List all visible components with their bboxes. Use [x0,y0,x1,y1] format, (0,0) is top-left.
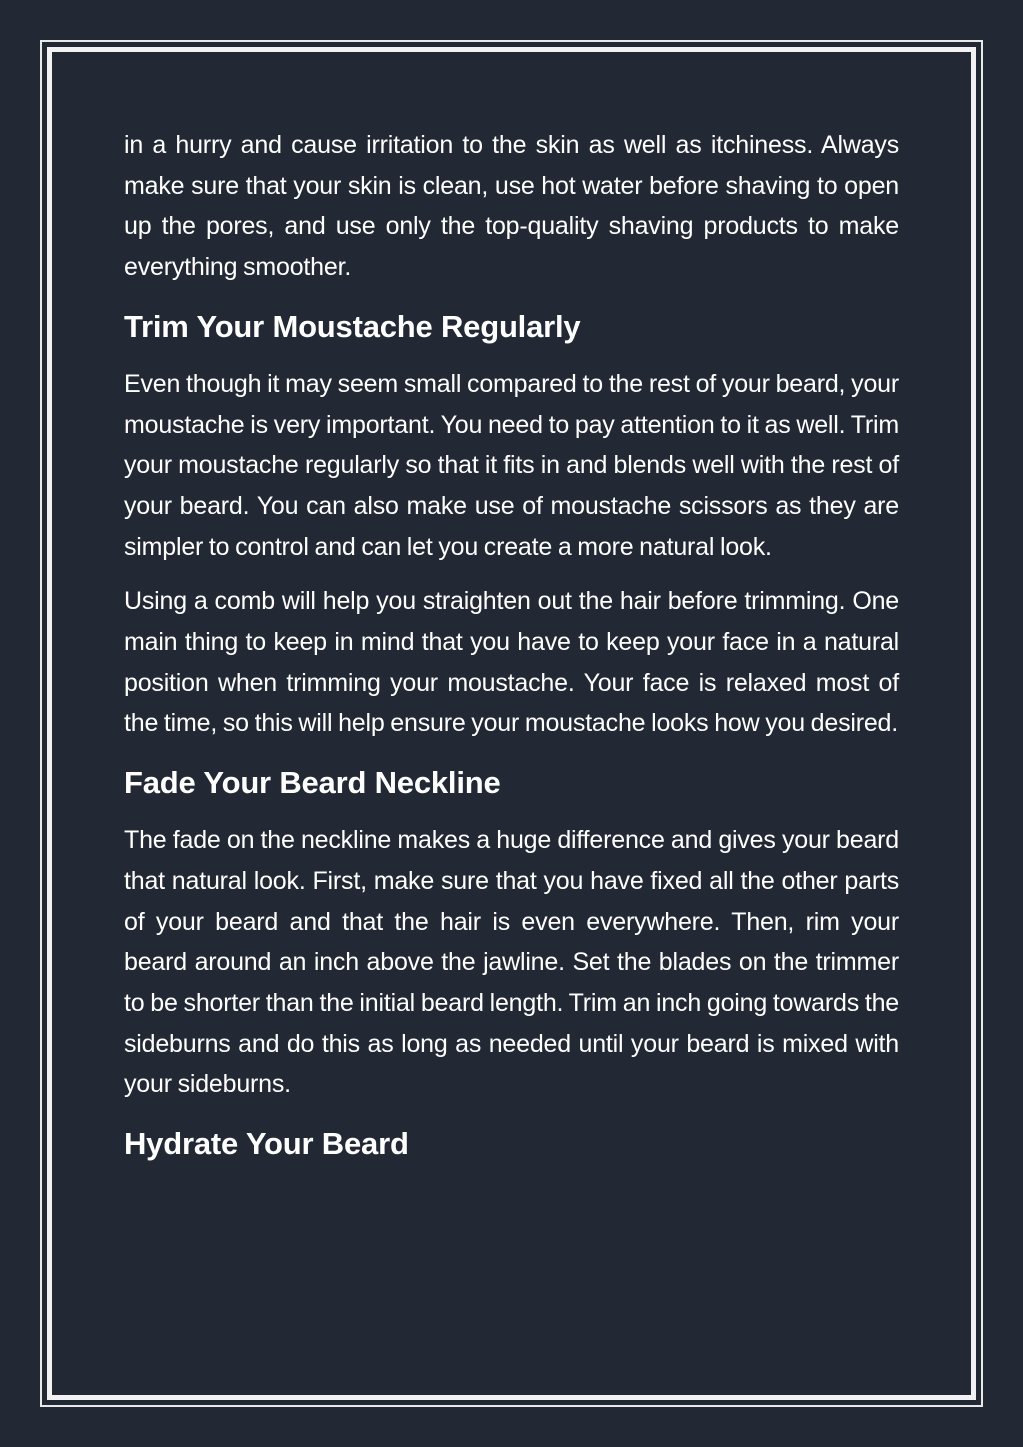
heading-fade-neckline: Fade Your Beard Neckline [124,765,501,801]
heading-trim-moustache: Trim Your Moustache Regularly [124,308,581,344]
paragraph-comb-tip: Using a comb will help you straighten out the hair before trimming. One main thing to keep in mind that you have to keep your face in a natural position when trimming your moustache. Your face is relaxed most of the time, so this will help ensure your moustache looks how you desired. [124,587,899,738]
heading-hydrate-beard: Hydrate Your Beard [124,1126,409,1162]
paragraph-moustache-importance: Even though it may seem small compared to the rest of your beard, your moustache is very important. You need to pay attention to it as well. Trim your moustache regularly so that it fits in and blends well with the rest of your beard. You can also make use of moustache scissors as they are simpler to control and can let you create a more natural look. [124,369,899,561]
paragraph-neckline-fade: The fade on the neckline makes a huge difference and gives your beard that natural look. First, make sure that you have fixed all the other parts of your beard and that the hair is even everywhere. Then, rim your beard around an inch above the jawline. Set the blades on the trimmer to be shorter than the initial beard length. Trim an inch going towards the sideburns and do this as long as needed until your beard is mixed with your sideburns. [124,826,899,1099]
article-body [124,125,899,1181]
intro-paragraph: in a hurry and cause irritation to the skin as well as itchiness. Always make sure that your skin is clean, use hot water before shaving to open up the pores, and use only the top-quality shaving products to make everything smoother. [124,131,899,282]
